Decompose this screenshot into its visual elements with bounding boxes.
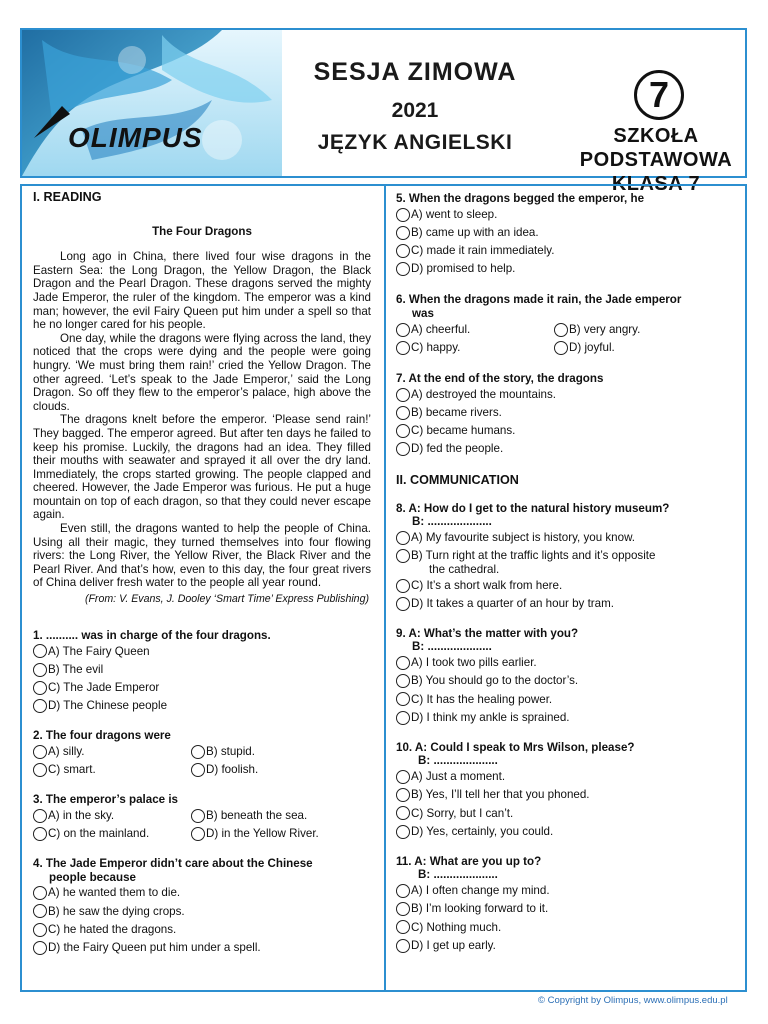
answer-option[interactable]: D) promised to help.	[396, 260, 736, 278]
answer-option[interactable]: A) I often change my mind.	[396, 882, 736, 900]
answer-option[interactable]: C) Sorry, but I can’t.	[396, 804, 736, 822]
answer-option[interactable]: A) he wanted them to die.	[33, 884, 371, 902]
radio-bubble-icon[interactable]	[396, 262, 410, 276]
radio-bubble-icon[interactable]	[396, 549, 410, 563]
radio-bubble-icon[interactable]	[396, 208, 410, 222]
answer-option[interactable]: A) silly.	[33, 743, 191, 761]
answer-blank: B: ....................	[418, 754, 498, 768]
question-text: 9. A: What’s the matter with you?	[396, 626, 579, 640]
radio-bubble-icon[interactable]	[396, 579, 410, 593]
question-11	[396, 855, 736, 955]
radio-bubble-icon[interactable]	[33, 699, 47, 713]
story-source: (From: V. Evans, J. Dooley ‘Smart Time’ Express Publishing)	[84, 593, 369, 606]
radio-bubble-icon[interactable]	[33, 681, 47, 695]
question-5	[396, 192, 736, 278]
story-title: The Four Dragons	[152, 224, 252, 238]
question-text: 3. The emperor’s palace is	[33, 792, 178, 806]
question-text: 10. A: Could I speak to Mrs Wilson, please?	[396, 740, 635, 754]
radio-bubble-icon[interactable]	[33, 923, 47, 937]
radio-bubble-icon[interactable]	[33, 827, 47, 841]
question-8	[396, 502, 736, 613]
answer-option[interactable]: B) stupid.	[191, 743, 341, 761]
question-10	[396, 741, 736, 841]
radio-bubble-icon[interactable]	[396, 341, 410, 355]
radio-bubble-icon[interactable]	[396, 806, 410, 820]
answer-option[interactable]: C) It has the healing power.	[396, 690, 736, 708]
subject-title: JĘZYK ANGIELSKI	[317, 131, 513, 154]
question-text: 2. The four dragons were	[33, 728, 171, 742]
radio-bubble-icon[interactable]	[33, 904, 47, 918]
answer-option[interactable]: A) cheerful.	[396, 321, 554, 339]
answer-option[interactable]: B) The evil	[33, 660, 371, 678]
story-paragraph: Even still, the dragons wanted to help the people of China. Using all their magic, they turned themselves into four flowing rivers: the Long River, the Yellow River, the Black River and the Pearl River. And that’s how, even to this day, the four great rivers of China deliver fresh water to the people all year round.	[33, 522, 371, 590]
reading-section-title: I. READING	[33, 190, 102, 204]
radio-bubble-icon[interactable]	[396, 920, 410, 934]
answer-blank: B: ....................	[412, 640, 492, 654]
radio-bubble-icon[interactable]	[396, 388, 410, 402]
question-4	[33, 857, 371, 957]
question-text: 8. A: How do I get to the natural history museum?	[396, 501, 670, 515]
radio-bubble-icon[interactable]	[396, 597, 410, 611]
radio-bubble-icon[interactable]	[396, 424, 410, 438]
radio-bubble-icon[interactable]	[396, 711, 410, 725]
right-column	[396, 186, 736, 955]
answer-option[interactable]: A) My favourite subject is history, you know.	[396, 529, 736, 547]
answer-option[interactable]: C) The Jade Emperor	[33, 679, 371, 697]
answer-blank: B: ....................	[418, 868, 498, 882]
answer-option[interactable]: C) happy.	[396, 339, 554, 357]
school-line-2: PODSTAWOWA	[579, 149, 733, 171]
question-text: 1. .......... was in charge of the four dragons.	[33, 628, 271, 642]
radio-bubble-icon[interactable]	[396, 406, 410, 420]
left-column	[33, 186, 371, 957]
answer-option[interactable]: A) Just a moment.	[396, 768, 736, 786]
answer-option[interactable]: C) Nothing much.	[396, 918, 736, 936]
column-divider	[384, 184, 386, 992]
radio-bubble-icon[interactable]	[396, 244, 410, 258]
session-title: SESJA ZIMOWA	[313, 58, 517, 86]
radio-bubble-icon[interactable]	[554, 323, 568, 337]
radio-bubble-icon[interactable]	[33, 663, 47, 677]
question-6	[396, 293, 736, 357]
answer-option[interactable]: A) went to sleep.	[396, 206, 736, 224]
answer-option[interactable]: D) foolish.	[191, 761, 341, 779]
answer-option[interactable]: C) smart.	[33, 761, 191, 779]
answer-option[interactable]: D) the Fairy Queen put him under a spell.	[33, 939, 371, 957]
answer-option[interactable]: C) became humans.	[396, 422, 736, 440]
answer-option[interactable]: B) became rivers.	[396, 404, 736, 422]
radio-bubble-icon[interactable]	[396, 531, 410, 545]
answer-option[interactable]: C) on the mainland.	[33, 825, 191, 843]
decorative-leaves-art	[22, 30, 282, 176]
answer-option[interactable]: A) The Fairy Queen	[33, 642, 371, 660]
question-text: 11. A: What are you up to?	[396, 854, 542, 868]
question-3	[33, 793, 371, 843]
radio-bubble-icon[interactable]	[396, 825, 410, 839]
answer-option[interactable]: A) destroyed the mountains.	[396, 386, 736, 404]
answer-option[interactable]: D) joyful.	[554, 339, 704, 357]
radio-bubble-icon[interactable]	[396, 323, 410, 337]
answer-option[interactable]: B) very angry.	[554, 321, 704, 339]
question-text: 5. When the dragons begged the emperor, he	[396, 192, 645, 205]
session-year: 2021	[391, 99, 439, 122]
answer-option[interactable]: B) came up with an idea.	[396, 224, 736, 242]
answer-option[interactable]: D) in the Yellow River.	[191, 825, 341, 843]
radio-bubble-icon[interactable]	[33, 745, 47, 759]
question-2	[33, 729, 371, 779]
radio-bubble-icon[interactable]	[191, 809, 205, 823]
radio-bubble-icon[interactable]	[191, 763, 205, 777]
question-1	[33, 629, 371, 715]
radio-bubble-icon[interactable]	[33, 809, 47, 823]
grade-number-badge: 7	[634, 70, 684, 120]
radio-bubble-icon[interactable]	[33, 886, 47, 900]
story-paragraph: Long ago in China, there lived four wise dragons in the Eastern Sea: the Long Dragon, the Yellow Dragon, the Black Dragon and the Pearl Dragon. These dragons served the mighty Jade Emperor, the ruler of the kingdom. The emperor was a kind man; however, the evil Fairy Queen put him under a spell so that he no longer cared for his people.	[33, 250, 371, 332]
radio-bubble-icon[interactable]	[33, 644, 47, 658]
radio-bubble-icon[interactable]	[396, 902, 410, 916]
radio-bubble-icon[interactable]	[396, 770, 410, 784]
answer-option[interactable]: C) he hated the dragons.	[33, 920, 371, 938]
question-text-continued: was	[412, 306, 434, 320]
olimpus-logo: OLIMPUS	[68, 122, 203, 153]
question-7	[396, 372, 736, 458]
answer-option[interactable]: D) Yes, certainly, you could.	[396, 822, 736, 840]
answer-option[interactable]: B) Turn right at the traffic lights and it’s opposite the cathedral.	[396, 547, 736, 576]
answer-option[interactable]: B) he saw the dying crops.	[33, 902, 371, 920]
question-9	[396, 627, 736, 727]
answer-option[interactable]: D) The Chinese people	[33, 697, 371, 715]
radio-bubble-icon[interactable]	[33, 941, 47, 955]
answer-option[interactable]: D) I think my ankle is sprained.	[396, 709, 736, 727]
radio-bubble-icon[interactable]	[396, 226, 410, 240]
question-text: 7. At the end of the story, the dragons	[396, 371, 604, 385]
answer-blank: B: ....................	[412, 515, 492, 529]
answer-option[interactable]: C) made it rain immediately.	[396, 242, 736, 260]
radio-bubble-icon[interactable]	[396, 442, 410, 456]
answer-option[interactable]: D) It takes a quarter of an hour by tram.	[396, 595, 736, 613]
story-paragraph: One day, while the dragons were flying across the land, they noticed that the crops were dying and the people were going hungry. ‘We must bring them rain!’ cried the Yellow Dragon. The other agreed. ‘Let’s speak to the Jade Emperor,’ said the Long Dragon. So off they flew to the emperor’s palace, high above the clouds.	[33, 331, 371, 413]
radio-bubble-icon[interactable]	[33, 763, 47, 777]
question-text-continued: people because	[49, 870, 136, 884]
radio-bubble-icon[interactable]	[396, 788, 410, 802]
answer-option[interactable]: B) I’m looking forward to it.	[396, 900, 736, 918]
copyright-footer: © Copyright by Olimpus, www.olimpus.edu.pl	[538, 995, 728, 1006]
answer-option[interactable]: A) in the sky.	[33, 807, 191, 825]
answer-option[interactable]: B) You should go to the doctor’s.	[396, 672, 736, 690]
radio-bubble-icon[interactable]	[191, 745, 205, 759]
question-text: 4. The Jade Emperor didn’t care about the Chinese	[33, 856, 313, 870]
radio-bubble-icon[interactable]	[396, 674, 410, 688]
answer-option[interactable]: B) Yes, I’ll tell her that you phoned.	[396, 786, 736, 804]
radio-bubble-icon[interactable]	[191, 827, 205, 841]
radio-bubble-icon[interactable]	[396, 939, 410, 953]
school-line-3: KLASA 7	[611, 173, 701, 195]
communication-section-title: II. COMMUNICATION	[396, 473, 519, 488]
radio-bubble-icon[interactable]	[554, 341, 568, 355]
answer-option[interactable]: D) fed the people.	[396, 440, 736, 458]
radio-bubble-icon[interactable]	[396, 884, 410, 898]
question-text: 6. When the dragons made it rain, the Jade emperor	[396, 293, 682, 307]
session-info	[280, 58, 550, 155]
radio-bubble-icon[interactable]	[396, 692, 410, 706]
exam-header	[20, 28, 747, 195]
answer-option[interactable]: C) It’s a short walk from here.	[396, 576, 736, 594]
radio-bubble-icon[interactable]	[396, 656, 410, 670]
story-paragraph: The dragons knelt before the emperor. ‘Please send rain!’ They bagged. The emperor agreed. But after ten days he failed to keep his promise. Luckily, the dragons had an idea. They filled their mouths with seawater and sprayed it all over the dry land. Immediately, the crops started growing. The people clapped and cheered. However, the Jade Emperor was furious. He put a huge mountain on top of each dragon, so that they could never escape again.	[33, 413, 371, 522]
school-line-1: SZKOŁA	[613, 125, 699, 147]
answer-option[interactable]: B) beneath the sea.	[191, 807, 341, 825]
answer-option[interactable]: D) I get up early.	[396, 936, 736, 954]
answer-option[interactable]: A) I took two pills earlier.	[396, 654, 736, 672]
